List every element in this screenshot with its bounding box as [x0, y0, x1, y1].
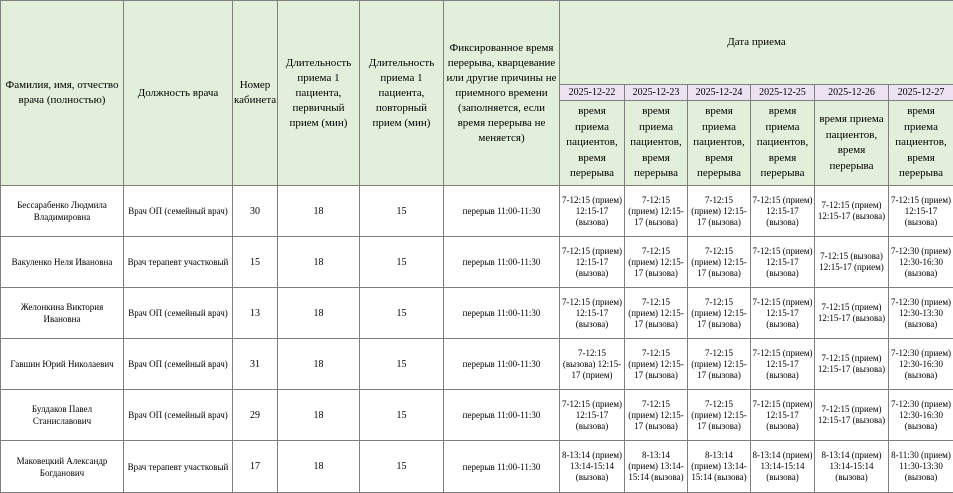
day-schedule: 7-12:15 (прием) 12:15-17 (вызова) — [815, 390, 889, 441]
day-schedule: 7-12:15 (прием) 12:15-17 (вызова) — [625, 288, 688, 339]
day-schedule: 7-12:15 (прием) 12:15-17 (вызова) — [815, 186, 889, 237]
table-row — [1, 186, 953, 237]
day-schedule: 7-12:15 (вызова) 12:15-17 (прием) — [815, 237, 889, 288]
day-schedule: 7-12:30 (прием) 12:30-16:30 (вызова) — [889, 237, 953, 288]
day-schedule: 7-12:15 (прием) 12:15-17 (вызова) — [560, 237, 625, 288]
day-schedule: 7-12:15 (прием) 12:15-17 (вызова) — [688, 288, 751, 339]
day-schedule: 7-12:15 (прием) 12:15-17 (вызова) — [815, 339, 889, 390]
doctor-position: Врач ОП (семейный врач) — [124, 186, 233, 237]
first-visit-duration: 18 — [278, 186, 360, 237]
day-schedule: 7-12:15 (прием) 12:15-17 (вызова) — [688, 390, 751, 441]
doctor-name: Маковецкий Александр Богданович — [1, 441, 124, 493]
header-position: Должность врача — [124, 1, 233, 186]
doctor-name: Булдаков Павел Станиславович — [1, 390, 124, 441]
day-schedule: 7-12:15 (прием) 12:15-17 (вызова) — [815, 288, 889, 339]
room-number: 31 — [233, 339, 278, 390]
table-row — [1, 288, 953, 339]
first-visit-duration: 18 — [278, 237, 360, 288]
header-first-visit: Длительность приема 1 пациента, первичный прием (мин) — [278, 1, 360, 186]
day-schedule: 8-13:14 (прием) 13:14-15:14 (вызова) — [751, 441, 815, 493]
day-schedule: 7-12:15 (прием) 12:15-17 (вызова) — [751, 339, 815, 390]
day-schedule: 7-12:15 (прием) 12:15-17 (вызова) — [751, 288, 815, 339]
day-schedule: 7-12:15 (прием) 12:15-17 (вызова) — [560, 288, 625, 339]
date-header: 2025-12-23 — [625, 85, 688, 101]
room-number: 15 — [233, 237, 278, 288]
day-schedule: 7-12:15 (прием) 12:15-17 (вызова) — [688, 237, 751, 288]
doctor-name: Бессарабенко Людмила Владимировна — [1, 186, 124, 237]
break-time: перерыв 11:00-11:30 — [444, 339, 560, 390]
room-number: 29 — [233, 390, 278, 441]
room-number: 17 — [233, 441, 278, 493]
subheader-label: время приема пациентов, время перерыва — [751, 101, 815, 186]
day-schedule: 7-12:15 (прием) 12:15-17 (вызова) — [560, 186, 625, 237]
day-schedule: 7-12:15 (прием) 12:15-17 (вызова) — [625, 339, 688, 390]
day-schedule: 7-12:30 (прием) 12:30-16:30 (вызова) — [889, 390, 953, 441]
subheader-label: время приема пациентов, время перерыва — [889, 101, 953, 186]
day-schedule: 7-12:15 (прием) 12:15-17 (вызова) — [889, 186, 953, 237]
day-schedule: 7-12:15 (прием) 12:15-17 (вызова) — [625, 390, 688, 441]
repeat-visit-duration: 15 — [360, 237, 444, 288]
header-break: Фиксированное время перерыва, кварцевание или другие причины не приемного времени (заполняется, если время перерыва не меняется) — [444, 1, 560, 186]
header-date-group: Дата приема — [560, 1, 953, 85]
date-header: 2025-12-22 — [560, 85, 625, 101]
doctor-name: Желонкина Виктория Ивановна — [1, 288, 124, 339]
day-schedule: 7-12:15 (прием) 12:15-17 (вызова) — [751, 186, 815, 237]
doctor-position: Врач ОП (семейный врач) — [124, 339, 233, 390]
repeat-visit-duration: 15 — [360, 186, 444, 237]
first-visit-duration: 18 — [278, 390, 360, 441]
day-schedule: 7-12:15 (прием) 12:15-17 (вызова) — [751, 237, 815, 288]
repeat-visit-duration: 15 — [360, 390, 444, 441]
break-time: перерыв 11:00-11:30 — [444, 441, 560, 493]
repeat-visit-duration: 15 — [360, 288, 444, 339]
header-repeat-visit: Длительность приема 1 пациента, повторный прием (мин) — [360, 1, 444, 186]
subheader-label: время приема пациентов, время перерыва — [560, 101, 625, 186]
day-schedule: 7-12:15 (прием) 12:15-17 (вызова) — [560, 390, 625, 441]
header-name: Фамилия, имя, отчество врача (полностью) — [1, 1, 124, 186]
header-room: Номер кабинета — [233, 1, 278, 186]
doctor-position: Врач ОП (семейный врач) — [124, 390, 233, 441]
break-time: перерыв 11:00-11:30 — [444, 390, 560, 441]
subheader-label: время приема пациентов, время перерыва — [815, 101, 889, 186]
table-row — [1, 339, 953, 390]
first-visit-duration: 18 — [278, 339, 360, 390]
day-schedule: 7-12:15 (прием) 12:15-17 (вызова) — [688, 186, 751, 237]
break-time: перерыв 11:00-11:30 — [444, 288, 560, 339]
day-schedule: 7-12:15 (вызова) 12:15-17 (прием) — [560, 339, 625, 390]
doctor-position: Врач терапевт участковый — [124, 237, 233, 288]
doctor-name: Вакуленко Неля Ивановна — [1, 237, 124, 288]
first-visit-duration: 18 — [278, 441, 360, 493]
room-number: 30 — [233, 186, 278, 237]
day-schedule: 7-12:15 (прием) 12:15-17 (вызова) — [625, 186, 688, 237]
table-row — [1, 390, 953, 441]
doctor-name: Гавшин Юрий Николаевич — [1, 339, 124, 390]
repeat-visit-duration: 15 — [360, 339, 444, 390]
subheader-label: время приема пациентов, время перерыва — [688, 101, 751, 186]
date-header: 2025-12-26 — [815, 85, 889, 101]
subheader-label: время приема пациентов, время перерыва — [625, 101, 688, 186]
day-schedule: 7-12:15 (прием) 12:15-17 (вызова) — [751, 390, 815, 441]
day-schedule: 7-12:15 (прием) 12:15-17 (вызова) — [688, 339, 751, 390]
day-schedule: 7-12:15 (прием) 12:15-17 (вызова) — [625, 237, 688, 288]
day-schedule: 7-12:30 (прием) 12:30-13:30 (вызова) — [889, 288, 953, 339]
repeat-visit-duration: 15 — [360, 441, 444, 493]
table-row — [1, 441, 953, 493]
break-time: перерыв 11:00-11:30 — [444, 237, 560, 288]
day-schedule: 8-13:14 (прием) 13:14-15:14 (вызова) — [815, 441, 889, 493]
date-header: 2025-12-24 — [688, 85, 751, 101]
first-visit-duration: 18 — [278, 288, 360, 339]
day-schedule: 7-12:30 (прием) 12:30-16:30 (вызова) — [889, 339, 953, 390]
date-header: 2025-12-27 — [889, 85, 953, 101]
day-schedule: 8-11:30 (прием) 11:30-13:30 (вызова) — [889, 441, 953, 493]
doctor-position: Врач ОП (семейный врач) — [124, 288, 233, 339]
doctor-position: Врач терапевт участковый — [124, 441, 233, 493]
table-row — [1, 237, 953, 288]
day-schedule: 8-13:14 (прием) 13:14-15:14 (вызова) — [625, 441, 688, 493]
day-schedule: 8-13:14 (прием) 13:14-15:14 (вызова) — [560, 441, 625, 493]
room-number: 13 — [233, 288, 278, 339]
break-time: перерыв 11:00-11:30 — [444, 186, 560, 237]
date-header: 2025-12-25 — [751, 85, 815, 101]
day-schedule: 8-13:14 (прием) 13:14-15:14 (вызова) — [688, 441, 751, 493]
